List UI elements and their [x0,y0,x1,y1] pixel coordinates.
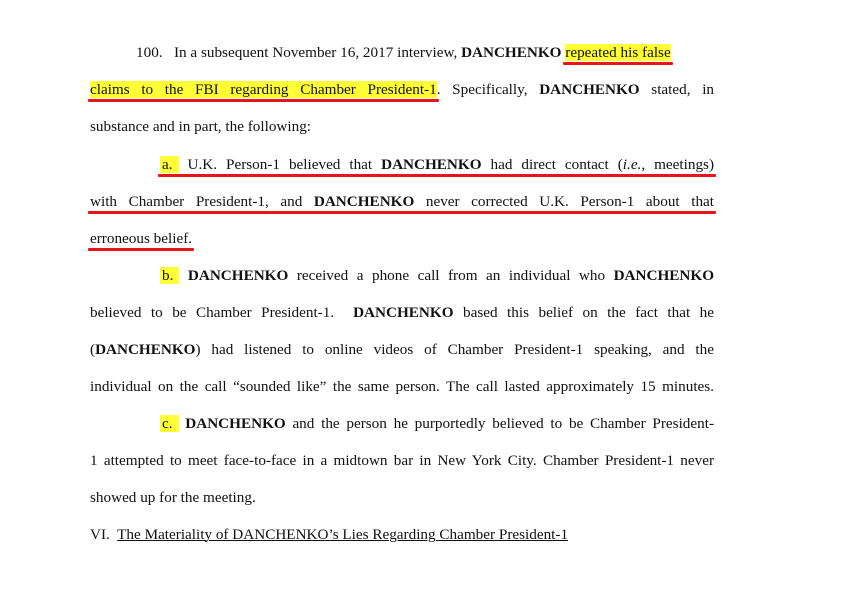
name-bold: DANCHENKO [461,44,562,61]
paragraph-100-line-2 [90,80,714,100]
text: received a phone call from an individual who [296,267,606,284]
item-b-line-4 [90,377,714,397]
item-c-line-2 [90,451,714,471]
item-b-line-3 [90,340,714,360]
item-marker: b. [160,267,179,284]
item-b-line-1 [160,266,714,286]
item-c-line-3 [90,488,714,508]
name-bold: DANCHENKO [353,304,454,321]
text: In a subsequent November 16, 2017 interview, [173,44,458,61]
name-bold: DANCHENKO [381,156,482,173]
text: ( [90,341,96,358]
text: substance and in part, the following: [90,118,312,135]
section-number: VI. [90,526,110,543]
name-bold: DANCHENKO [539,81,640,98]
text: . Specifically, [436,81,528,98]
item-a-line-3 [90,229,714,249]
highlighted-text: repeated his false [565,44,671,61]
item-a-line-1 [160,155,714,175]
paragraph-100-line-1 [136,43,714,63]
section-title: The Materiality of DANCHENKO’s Lies Regarding Chamber President-1 [117,526,569,543]
text: , meetings) [641,156,715,173]
text: U.K. Person-1 believed that [187,156,373,173]
text: individual on the call “sounded like” the same person. The call lasted approximately 15 minutes. [90,378,714,395]
italic-text: i.e. [622,156,642,173]
name-bold: DANCHENKO [95,341,196,358]
highlighted-text: claims to the FBI regarding Chamber President-1 [90,81,437,98]
text: erroneous belief. [90,230,193,247]
text: and the person he purportedly believed to be Chamber President- [292,415,715,432]
text: believed to be Chamber President-1. [90,304,335,321]
text: 1 attempted to meet face-to-face in a midtown bar in New York City. Chamber President-1 never [90,452,714,469]
name-bold: DANCHENKO [313,193,415,210]
text: showed up for the meeting. [90,489,256,506]
text: never corrected U.K. Person-1 about that [425,193,714,210]
name-bold: DANCHENKO [613,267,715,284]
text: ) had listened to online videos of Chamber President-1 speaking, and the [195,341,714,358]
item-b-line-2 [90,303,714,323]
section-heading [90,525,714,545]
text: had direct contact ( [490,156,623,173]
item-marker: a. [160,156,179,173]
paragraph-100-line-3 [90,117,714,137]
item-c-line-1 [160,414,714,434]
text: stated, in [651,81,715,98]
name-bold: DANCHENKO [185,415,286,432]
paragraph-number: 100. [136,44,163,61]
name-bold: DANCHENKO [187,267,289,284]
item-a-line-2 [90,192,714,212]
text: based this belief on the fact that he [463,304,715,321]
text: with Chamber President-1, and [90,193,303,210]
item-marker: c. [160,415,179,432]
